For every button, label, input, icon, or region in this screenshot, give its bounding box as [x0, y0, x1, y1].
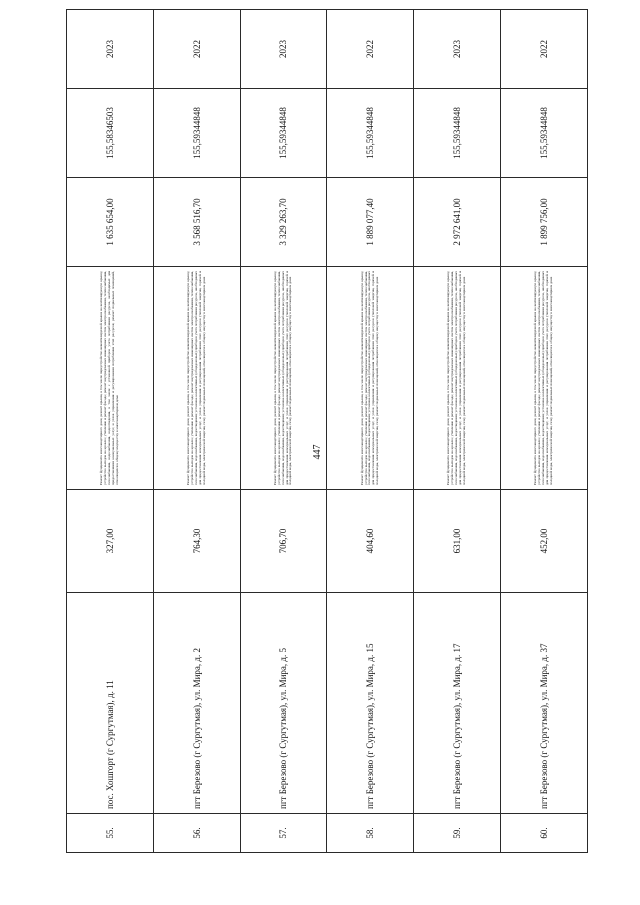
work-description-cell [153, 267, 240, 490]
unit-cost-cell: 155,59344848 [327, 89, 414, 178]
repair-program-table [66, 9, 588, 853]
unit-cost-cell: 155,59344848 [153, 89, 240, 178]
work-description-text: Ремонт фундамента многоквартирного дома; ремонт крыши, в том числе переустройство невентилируемой крыши на вентилируемую крышу, устройство выходов на кровлю; утепление и ремонт фасада; ремонт внутридомовых инженерных систем электроснабжения, теплоснабжения, газоснабжения, водоснабжения, водоотведения; установка коллективных (общедомовых) приборов учета потребления ресурсов, необходимых для предоставления коммунальных услуг, и узлов управления и регулирования потребления этих ресурсов (тепловой энергии, горячей и холодной воды, электрической энергии, газа); ремонт подвальных помещений, относящихся к общему имуществу в многоквартирном доме [359, 271, 380, 485]
work-description-text: Ремонт фундамента многоквартирного дома; ремонт крыши, в том числе переустройство невентилируемой крыши на вентилируемую крышу, устройство выходов на кровлю; утепление и ремонт фасада; ремонт внутридомовых инженерных систем электроснабжения, теплоснабжения, газоснабжения, водоснабжения, водоотведения; установка коллективных (общедомовых) приборов учета потребления ресурсов, необходимых для предоставления коммунальных услуг, и узлов управления и регулирования потребления этих ресурсов (тепловой энергии, горячей и холодной воды, электрической энергии, газа); ремонт подвальных помещений, относящихся к общему имуществу в многоквартирном доме [446, 271, 467, 485]
page-number: 447 [312, 444, 323, 460]
area-cell: 452,00 [501, 490, 588, 593]
year-cell: 2022 [153, 10, 240, 89]
table-row [153, 10, 240, 853]
row-number: 57. [240, 814, 327, 853]
address-cell: пгт Березово (г Сургутмая), ул. Мира, д. 2 [153, 593, 240, 814]
address-cell: пос. Хошгорт (г Сургутмая), д. 11 [67, 593, 154, 814]
table-row [414, 10, 501, 853]
work-description-text: Ремонт фундамента многоквартирного дома; ремонт крыши, в том числе переустройство невентилируемой крыши на вентилируемую крышу, устройство выходов на кровлю; утепление и ремонт фасада; ремонт внутридомовых инженерных систем электроснабжения, теплоснабжения, газоснабжения, водоснабжения, водоотведения, в том числе с установкой приборов учета потребления ресурсов, необходимых для предоставления коммунальных услуг, и узлов управления и регулирования потребления этих ресурсов; ремонт подвальных помещений, относящихся к общему имуществу в многоквартирном доме [99, 271, 119, 485]
cost-cell: 1 635 654,00 [67, 178, 154, 267]
table-row [240, 10, 327, 853]
rotated-table-wrapper [66, 40, 588, 853]
cost-cell: 1 899 756,00 [501, 178, 588, 267]
table-row [327, 10, 414, 853]
year-cell: 2023 [414, 10, 501, 89]
address-cell: пгт Березово (г Сургутмая), ул. Мира, д. 37 [501, 593, 588, 814]
area-cell: 404,60 [327, 490, 414, 593]
year-cell: 2022 [501, 10, 588, 89]
work-description-cell [240, 267, 327, 490]
row-number: 60. [501, 814, 588, 853]
year-cell: 2022 [327, 10, 414, 89]
table-row [67, 10, 154, 853]
area-cell: 631,00 [414, 490, 501, 593]
work-description-cell [327, 267, 414, 490]
table-row [501, 10, 588, 853]
unit-cost-cell: 155,59344848 [414, 89, 501, 178]
address-cell: пгт Березово (г Сургутмая), ул. Мира, д. 17 [414, 593, 501, 814]
row-number: 55. [67, 814, 154, 853]
year-cell: 2023 [67, 10, 154, 89]
row-number: 58. [327, 814, 414, 853]
row-number: 59. [414, 814, 501, 853]
unit-cost-cell: 155,58346503 [67, 89, 154, 178]
cost-cell: 2 972 641,00 [414, 178, 501, 267]
cost-cell: 3 329 263,70 [240, 178, 327, 267]
address-cell: пгт Березово (г Сургутмая), ул. Мира, д. 5 [240, 593, 327, 814]
unit-cost-cell: 155,59344848 [501, 89, 588, 178]
year-cell: 2023 [240, 10, 327, 89]
area-cell: 764,30 [153, 490, 240, 593]
work-description-cell [67, 267, 154, 490]
work-description-cell [501, 267, 588, 490]
cost-cell: 3 568 516,70 [153, 178, 240, 267]
area-cell: 327,00 [67, 490, 154, 593]
work-description-text: Ремонт фундамента многоквартирного дома; ремонт крыши, в том числе переустройство невентилируемой крыши на вентилируемую крышу, устройство выходов на кровлю; утепление и ремонт фасада; ремонт внутридомовых инженерных систем электроснабжения, теплоснабжения, газоснабжения, водоснабжения, водоотведения; установка коллективных (общедомовых) приборов учета потребления ресурсов, необходимых для предоставления коммунальных услуг, и узлов управления и регулирования потребления этих ресурсов (тепловой энергии, горячей и холодной воды, электрической энергии, газа); ремонт подвальных помещений, относящихся к общему имуществу в многоквартирном доме [533, 271, 553, 485]
cost-cell: 1 889 077,40 [327, 178, 414, 267]
row-number: 56. [153, 814, 240, 853]
address-cell: пгт Березово (г Сургутмая), ул. Мира, д. 15 [327, 593, 414, 814]
area-cell: 706,70 [240, 490, 327, 593]
unit-cost-cell: 155,59344848 [240, 89, 327, 178]
work-description-text: Ремонт фундамента многоквартирного дома; ремонт крыши, в том числе переустройство невентилируемой крыши на вентилируемую крышу, устройство выходов на кровлю; утепление и ремонт фасада; ремонт внутридомовых инженерных систем электроснабжения, теплоснабжения, газоснабжения, водоснабжения, водоотведения; установка коллективных (общедомовых) приборов учета потребления ресурсов, необходимых для предоставления коммунальных услуг, и узлов управления и регулирования потребления этих ресурсов (тепловой энергии, горячей и холодной воды, электрической энергии, газа); ремонт подвальных помещений, относящихся к общему имуществу в многоквартирном доме [185, 271, 206, 485]
work-description-cell [414, 267, 501, 490]
work-description-text: Ремонт фундамента многоквартирного дома; ремонт крыши, в том числе переустройство невентилируемой крыши на вентилируемую крышу, устройство выходов на кровлю; утепление и ремонт фасада; ремонт внутридомовых инженерных систем электроснабжения, теплоснабжения, газоснабжения, водоснабжения, водоотведения; установка коллективных (общедомовых) приборов учета потребления ресурсов, необходимых для предоставления коммунальных услуг, и узлов управления и регулирования потребления этих ресурсов (тепловой энергии, горячей и холодной воды, электрической энергии, газа); ремонт подвальных помещений, относящихся к общему имуществу в многоквартирном доме [272, 271, 293, 485]
